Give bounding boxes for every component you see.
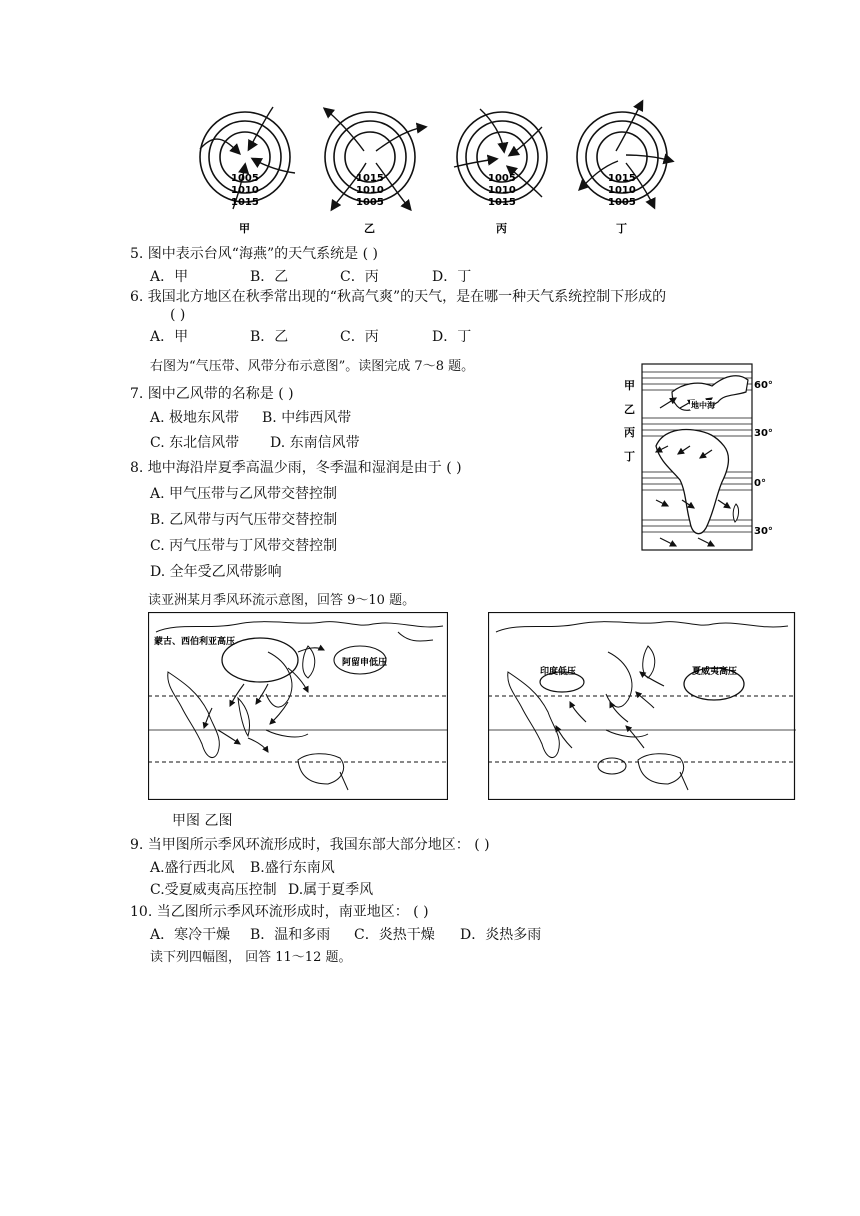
question-8-option: D. 全年受乙风带影响 xyxy=(150,564,282,580)
isobar-value: 1005 xyxy=(231,173,259,184)
question-10-option: B．温和多雨 xyxy=(250,927,331,943)
question-9-option: D.属于夏季风 xyxy=(288,882,374,898)
belt-row-label: 甲 xyxy=(624,379,635,392)
belt-row-label: 丙 xyxy=(624,426,635,439)
question-5-stem: 5. 图中表示台风“海燕”的天气系统是 ( ) xyxy=(130,246,378,262)
question-6-option: B．乙 xyxy=(250,329,289,345)
isobar-figure-bing xyxy=(454,109,547,235)
question-7-option: A. 极地东风带 xyxy=(150,410,240,426)
question-7-option: C. 东北信风带 xyxy=(150,435,240,451)
figure-label: 乙 xyxy=(364,222,375,235)
question-9-option: A.盛行西北风 xyxy=(150,860,235,876)
low-pressure-label: 阿留申低压 xyxy=(342,658,388,668)
lat-label: 60° xyxy=(754,380,773,391)
isobar-value: 1010 xyxy=(608,185,636,196)
isobar-value: 1015 xyxy=(608,173,636,184)
question-5-option: B．乙 xyxy=(250,269,289,285)
monsoon-map-yi xyxy=(488,612,796,800)
isobar-value: 1005 xyxy=(488,173,516,184)
low-pressure-label: 印度低压 xyxy=(540,667,577,677)
monsoon-map-jia xyxy=(148,612,448,800)
intro-7-8: 右图为“气压带、风带分布示意图”。读图完成 7～8 题。 xyxy=(150,359,475,374)
question-9-stem: 9. 当甲图所示季风环流形成时，我国东部大部分地区： ( ) xyxy=(130,837,490,853)
high-pressure-label: 蒙古、西伯利亚高压 xyxy=(154,637,236,647)
question-8-stem: 8. 地中海沿岸夏季高温少雨，冬季温和湿润是由于 ( ) xyxy=(130,460,462,476)
question-6-option: A．甲 xyxy=(150,329,189,345)
question-7-option: D. 东南信风带 xyxy=(270,435,360,451)
question-6-stem: 6. 我国北方地区在秋季常出现的“秋高气爽”的天气，是在哪一种天气系统控制下形成的 xyxy=(130,289,667,305)
belt-map xyxy=(620,362,790,552)
question-10-option: C．炎热干燥 xyxy=(354,927,435,943)
isobar-value: 1015 xyxy=(231,197,259,208)
isobar-figure-ding xyxy=(577,102,672,235)
question-10-stem: 10. 当乙图所示季风环流形成时，南亚地区： ( ) xyxy=(130,904,429,920)
question-5-option: A．甲 xyxy=(150,269,189,285)
question-6-option: D．丁 xyxy=(432,329,472,345)
isobar-value: 1010 xyxy=(488,185,516,196)
question-7-option: B. 中纬西风带 xyxy=(262,410,352,426)
belt-row-label: 丁 xyxy=(624,450,635,463)
lat-label: 30° xyxy=(754,428,773,439)
question-5-option: D．丁 xyxy=(432,269,472,285)
question-10-option: A．寒冷干燥 xyxy=(150,927,231,943)
question-10-option: D．炎热多雨 xyxy=(460,927,542,943)
question-5-option: C．丙 xyxy=(340,269,379,285)
lat-label: 0° xyxy=(754,478,766,489)
isobar-value: 1005 xyxy=(356,197,384,208)
figure-label: 甲 xyxy=(239,222,250,235)
isobar-value: 1010 xyxy=(231,185,259,196)
figure-label: 丙 xyxy=(496,222,507,235)
figure-label: 丁 xyxy=(616,222,627,235)
isobar-figure-jia xyxy=(200,107,295,235)
isobar-value: 1010 xyxy=(356,185,384,196)
question-9-option: B.盛行东南风 xyxy=(250,860,335,876)
question-8-option: C. 丙气压带与丁风带交替控制 xyxy=(150,538,338,554)
lat-label: 30° xyxy=(754,526,773,537)
high-pressure-label: 夏威夷高压 xyxy=(692,667,738,677)
isobar-value: 1015 xyxy=(488,197,516,208)
isobar-value: 1015 xyxy=(356,173,384,184)
question-6-option: C．丙 xyxy=(340,329,379,345)
intro-9-10: 读亚洲某月季风环流示意图，回答 9～10 题。 xyxy=(148,593,416,608)
belt-row-label: 乙 xyxy=(624,403,635,416)
intro-11-12: 读下列四幅图， 回答 11～12 题。 xyxy=(150,950,352,965)
question-9-option: C.受夏威夷高压控制 xyxy=(150,882,277,898)
question-8-option: B. 乙风带与丙气压带交替控制 xyxy=(150,512,338,528)
map-captions: 甲图 乙图 xyxy=(172,813,233,829)
isobar-figure-yi xyxy=(325,109,425,235)
sea-label: 地中海 xyxy=(691,401,715,410)
question-7-stem: 7. 图中乙风带的名称是 ( ) xyxy=(130,386,294,402)
isobar-figures xyxy=(180,95,680,235)
isobar-value: 1005 xyxy=(608,197,636,208)
question-6-paren: ( ) xyxy=(170,307,186,323)
question-8-option: A. 甲气压带与乙风带交替控制 xyxy=(150,486,338,502)
